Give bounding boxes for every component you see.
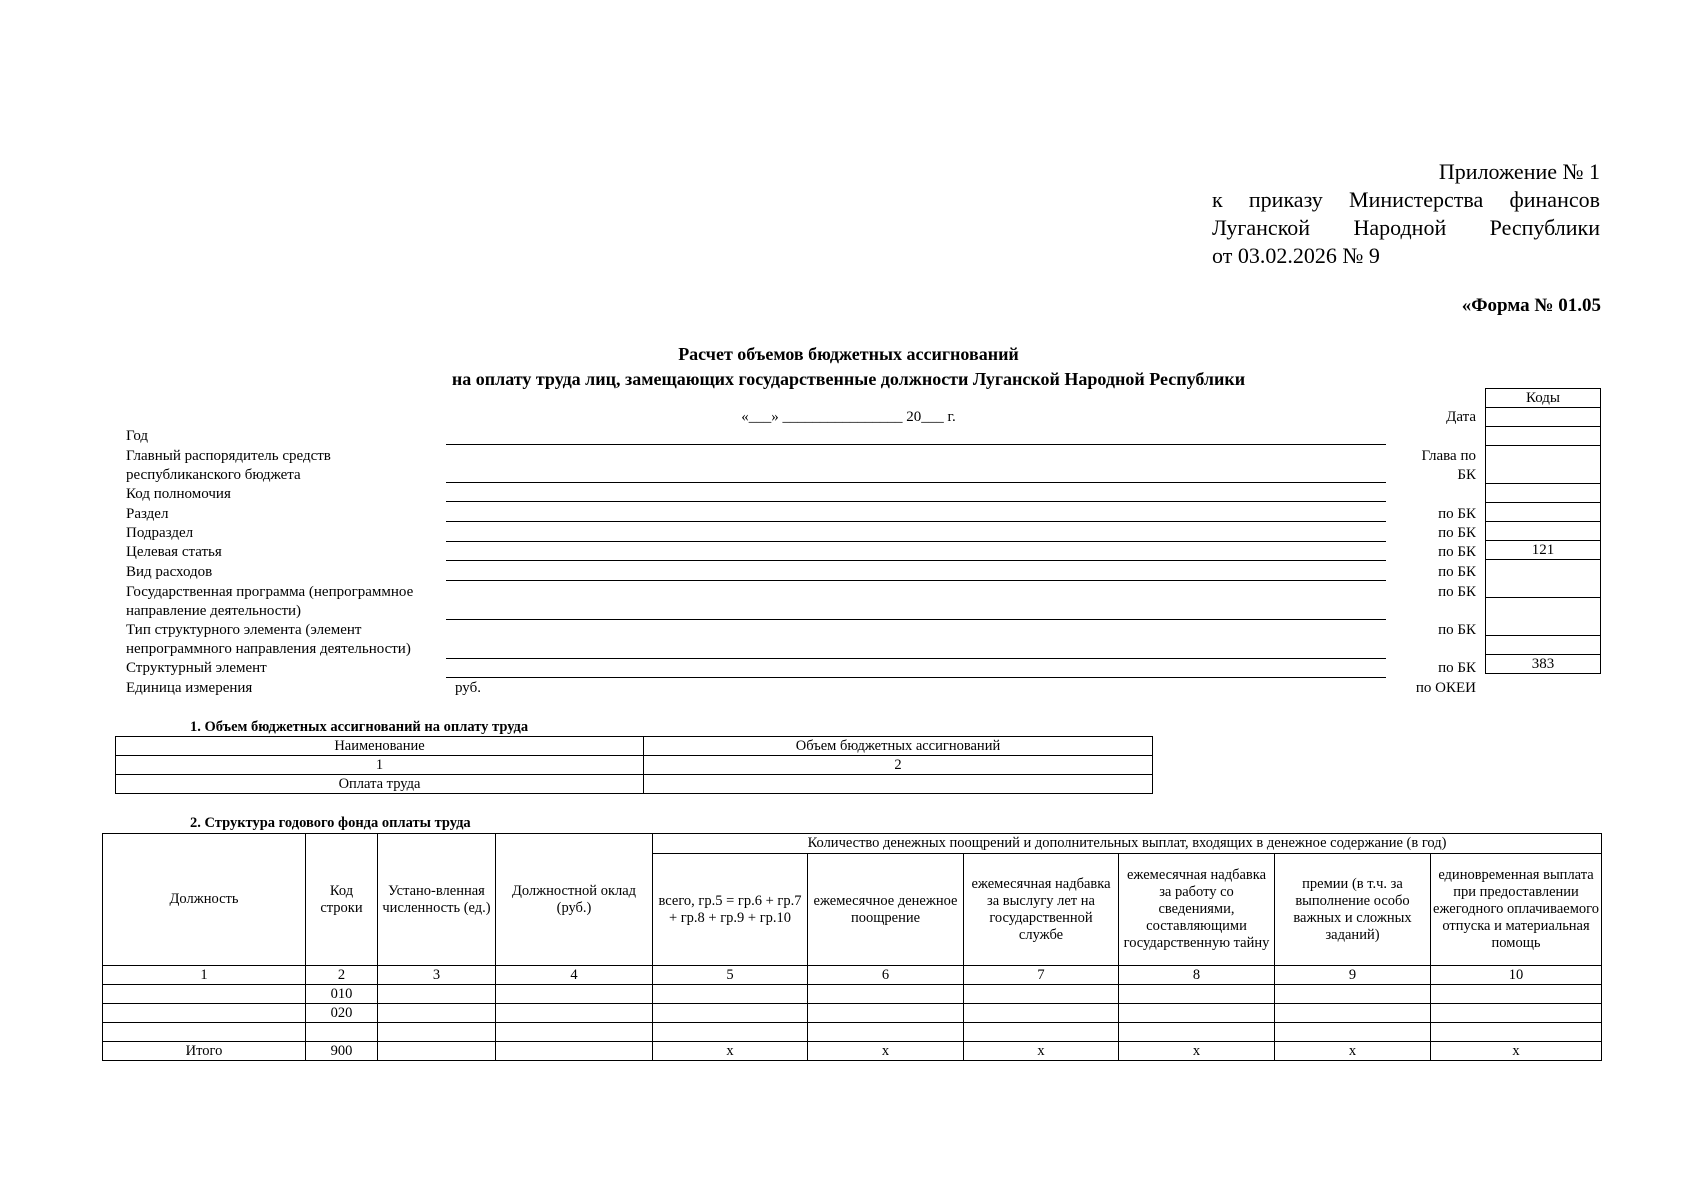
table-row (103, 1023, 1602, 1042)
s2-header-seniority: ежемесячная надбавка за выслугу лет на государственной службе (964, 854, 1119, 966)
field-line-expense-type[interactable] (446, 580, 1386, 581)
table-cell[interactable] (1119, 985, 1275, 1004)
right-label-structural-element: по БК (1438, 660, 1476, 676)
document-title (0, 342, 1697, 392)
table-row (103, 1004, 1602, 1023)
s2-header-monthly-bonus: ежемесячное денежное поощрение (808, 854, 964, 966)
s2-header-position: Должность (103, 834, 306, 966)
right-label-state-program: по БК (1438, 584, 1476, 600)
table-row (103, 985, 1602, 1004)
field-label-target-article: Целевая статья (126, 544, 222, 560)
table-cell: 010 (306, 985, 378, 1004)
table-cell[interactable] (496, 1023, 653, 1042)
field-line-structural-element[interactable] (446, 677, 1386, 678)
field-line-chief-manager[interactable] (446, 482, 1386, 483)
code-structural-element[interactable] (1486, 636, 1601, 655)
field-label-structural-element-type: Тип структурного элемента (элемент непрограммного направления деятельности) (126, 622, 411, 657)
table-cell[interactable] (653, 985, 808, 1004)
table-cell: x (964, 1042, 1119, 1061)
code-chapter[interactable] (1486, 446, 1601, 484)
right-label-section: по БК (1438, 506, 1476, 522)
field-label-structural-element: Структурный элемент (126, 660, 267, 676)
codes-box (1485, 388, 1601, 674)
table-cell[interactable] (103, 1023, 306, 1042)
title-line-1: Расчет объемов бюджетных ассигнований (678, 344, 1019, 364)
s2-number: 10 (1431, 966, 1602, 985)
right-label-subsection: по БК (1438, 525, 1476, 541)
code-structural-element-type[interactable] (1486, 598, 1601, 636)
table-cell[interactable] (964, 1023, 1119, 1042)
appendix-line-4: от 03.02.2026 № 9 (1212, 243, 1380, 268)
field-label-state-program: Государственная программа (непрограммное направление деятельности) (126, 584, 414, 619)
appendix-line-1: Приложение № 1 (1438, 159, 1600, 184)
table-cell: x (1431, 1042, 1602, 1061)
s2-header-premiums: премии (в т.ч. за выполнение особо важных и сложных заданий) (1275, 854, 1431, 966)
s2-header-headcount: Устано-вленная численность (ед.) (378, 834, 496, 966)
right-label-expense-type: по БК (1438, 564, 1476, 580)
table-cell: 020 (306, 1004, 378, 1023)
table-cell: Итого (103, 1042, 306, 1061)
s2-number: 8 (1119, 966, 1275, 985)
table-cell[interactable] (808, 1023, 964, 1042)
table-cell[interactable] (496, 1042, 653, 1061)
table-cell[interactable] (808, 985, 964, 1004)
s1-number-2: 2 (644, 756, 1153, 775)
code-state-program[interactable] (1486, 560, 1601, 598)
table-cell[interactable] (964, 985, 1119, 1004)
table-cell[interactable] (1275, 1023, 1431, 1042)
s1-row-name: Оплата труда (116, 775, 644, 794)
table-cell[interactable] (496, 1004, 653, 1023)
field-label-section: Раздел (126, 506, 169, 522)
title-line-2: на оплату труда лиц, замещающих государственные должности Луганской Народной Республики (451, 369, 1246, 389)
right-label-structural-element-type: по БК (1438, 622, 1476, 638)
table-cell[interactable] (496, 985, 653, 1004)
s1-number-1: 1 (116, 756, 644, 775)
s2-number: 9 (1275, 966, 1431, 985)
code-section[interactable] (1486, 503, 1601, 522)
table-cell[interactable] (808, 1004, 964, 1023)
table-cell[interactable] (653, 1004, 808, 1023)
code-year[interactable] (1486, 427, 1601, 446)
code-subsection[interactable] (1486, 522, 1601, 541)
s2-header-leave-payment: единовременная выплата при предоставлении ежегодного оплачиваемого отпуска и материальная помощь (1431, 854, 1602, 966)
field-line-target-article[interactable] (446, 560, 1386, 561)
table-cell[interactable] (964, 1004, 1119, 1023)
table-cell[interactable] (653, 1023, 808, 1042)
field-label-subsection: Подраздел (126, 525, 194, 541)
appendix-block (1212, 158, 1600, 270)
table-row-total (103, 1042, 1602, 1061)
s2-number: 7 (964, 966, 1119, 985)
table-cell[interactable] (378, 985, 496, 1004)
table-cell[interactable] (1275, 985, 1431, 1004)
field-line-subsection[interactable] (446, 541, 1386, 542)
field-line-authority-code[interactable] (446, 501, 1386, 502)
right-label-target-article: по БК (1438, 544, 1476, 560)
code-date[interactable] (1486, 408, 1601, 427)
s2-number: 5 (653, 966, 808, 985)
table-cell[interactable] (378, 1023, 496, 1042)
right-label-okei: по ОКЕИ (1415, 680, 1476, 696)
s2-number: 6 (808, 966, 964, 985)
form-number: «Форма № 01.05 (1461, 295, 1601, 316)
table-cell[interactable] (103, 1004, 306, 1023)
table-cell[interactable] (1275, 1004, 1431, 1023)
table-cell[interactable] (1119, 1023, 1275, 1042)
table-cell[interactable] (306, 1023, 378, 1042)
s2-number: 4 (496, 966, 653, 985)
s2-number: 3 (378, 966, 496, 985)
s2-group-header: Количество денежных поощрений и дополнительных выплат, входящих в денежное содержание (в год) (653, 834, 1602, 854)
table-cell[interactable] (378, 1004, 496, 1023)
field-label-authority-code: Код полномочия (126, 486, 231, 502)
field-label-unit: Единица измерения (126, 680, 253, 696)
field-line-structural-element-type[interactable] (446, 658, 1386, 659)
s2-header-total: всего, гр.5 = гр.6 + гр.7 + гр.8 + гр.9 + гр.10 (653, 854, 808, 966)
s2-number: 2 (306, 966, 378, 985)
codes-header: Коды (1486, 389, 1601, 408)
field-value-unit: руб. (455, 680, 481, 696)
s1-row-value[interactable] (644, 775, 1153, 794)
right-label-date: Дата (1446, 409, 1476, 425)
table-cell: x (808, 1042, 964, 1061)
s2-header-row-code: Код строки (306, 834, 378, 966)
s1-header-volume: Объем бюджетных ассигнований (644, 737, 1153, 756)
s2-number: 1 (103, 966, 306, 985)
field-line-year[interactable] (446, 444, 1386, 445)
table-cell: 900 (306, 1042, 378, 1061)
right-label-chapter: Глава по БК (1421, 448, 1476, 483)
section1-title: 1. Объем бюджетных ассигнований на оплату труда (190, 719, 529, 735)
table-cell: x (1275, 1042, 1431, 1061)
field-label-chief-manager: Главный распорядитель средств республиканского бюджета (126, 448, 331, 483)
appendix-line-3: Луганской Народной Республики (1212, 215, 1600, 240)
table-cell: x (1119, 1042, 1275, 1061)
section1-table (115, 736, 1153, 794)
table-cell[interactable] (1431, 1023, 1602, 1042)
section2-title: 2. Структура годового фонда оплаты труда (190, 815, 471, 831)
table-cell[interactable] (1431, 985, 1602, 1004)
s1-header-name: Наименование (116, 737, 644, 756)
field-line-section[interactable] (446, 521, 1386, 522)
s2-header-secret-allowance: ежемесячная надбавка за работу со сведениями, составляющими государственную тайну (1119, 854, 1275, 966)
field-label-expense-type: Вид расходов (126, 564, 213, 580)
code-authority[interactable] (1486, 484, 1601, 503)
date-line: «___» ________________ 20___ г. (741, 409, 956, 425)
table-cell[interactable] (1119, 1004, 1275, 1023)
field-label-year: Год (126, 428, 149, 444)
code-okei[interactable]: 383 (1486, 655, 1601, 674)
appendix-line-2: к приказу Министерства финансов (1212, 187, 1600, 212)
section2-table (102, 833, 1602, 1061)
table-cell[interactable] (378, 1042, 496, 1061)
s2-header-salary: Должностной оклад (руб.) (496, 834, 653, 966)
field-line-state-program[interactable] (446, 619, 1386, 620)
table-cell[interactable] (103, 985, 306, 1004)
table-cell: x (653, 1042, 808, 1061)
code-expense-type[interactable]: 121 (1486, 541, 1601, 560)
table-cell[interactable] (1431, 1004, 1602, 1023)
